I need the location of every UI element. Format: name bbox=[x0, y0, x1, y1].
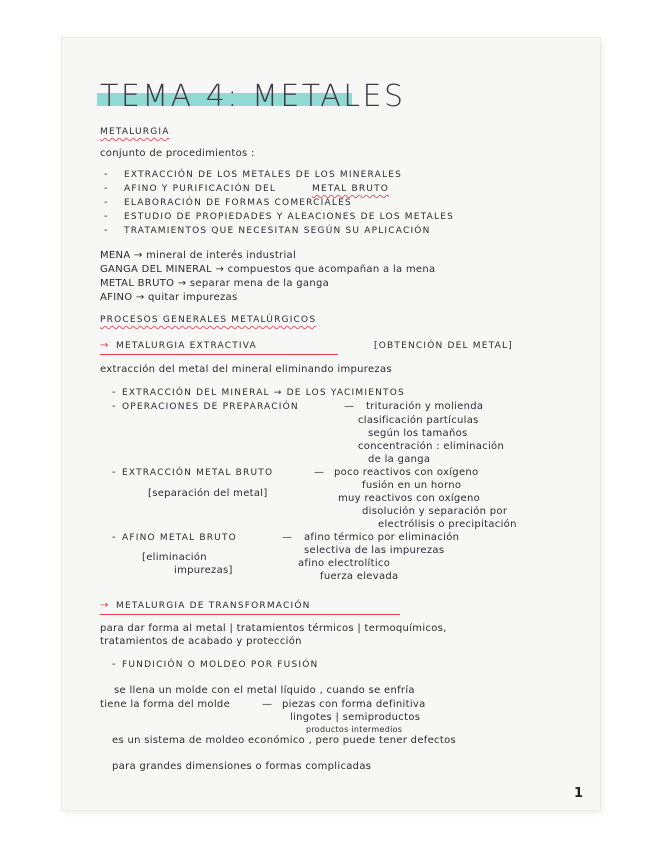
arrow-icon: — bbox=[314, 467, 325, 478]
list-item: TRATAMIENTOS QUE NECESITAN SEGÚN SU APLICACIÓN bbox=[124, 226, 431, 236]
list-item: ESTUDIO DE PROPIEDADES Y ALEACIONES DE LOS METALES bbox=[124, 212, 455, 222]
list-item: EXTRACCIÓN DE LOS METALES DE LOS MINERALES bbox=[124, 170, 403, 180]
metal-bruto-term: METAL BRUTO bbox=[312, 184, 390, 194]
extractiva-desc: extracción del metal del mineral eliminando impurezas bbox=[100, 364, 392, 375]
page-title: TEMA 4: METALES bbox=[100, 79, 406, 114]
definition-line: AFINO → quitar impurezas bbox=[100, 292, 238, 303]
sub-item: de la ganga bbox=[368, 454, 431, 465]
sub-item: fusión en un horno bbox=[362, 480, 462, 491]
definition-line: GANGA DEL MINERAL → compuestos que acompañan a la mena bbox=[100, 264, 436, 275]
bullet-dash: - bbox=[104, 225, 108, 236]
arrow-icon: — bbox=[282, 532, 293, 543]
sub-item: piezas con forma definitiva bbox=[282, 699, 426, 710]
arrow-icon: → bbox=[100, 600, 109, 611]
heading-procesos: PROCESOS GENERALES METALÚRGICOS bbox=[100, 315, 317, 325]
sub-item: disolución y separación por bbox=[362, 506, 508, 517]
text-line: se llena un molde con el metal líquido , cuando se enfría bbox=[114, 685, 415, 696]
sub-item: afino electrolítico bbox=[298, 558, 391, 569]
bullet-dash: - bbox=[112, 387, 116, 398]
definition-line: MENA → mineral de interés industrial bbox=[100, 250, 297, 261]
text-line: para grandes dimensiones o formas complicadas bbox=[112, 761, 372, 772]
arrow-icon: — bbox=[262, 699, 273, 710]
notebook-page bbox=[62, 38, 600, 810]
sub-item: fuerza elevada bbox=[320, 571, 399, 582]
sub-item: selectiva de las impurezas bbox=[304, 545, 445, 556]
sub-item: electrólisis o precipitación bbox=[378, 519, 517, 530]
sub-item: muy reactivos con oxígeno bbox=[338, 493, 481, 504]
sub-item: productos intermedios bbox=[306, 725, 403, 734]
bullet-dash: - bbox=[104, 183, 108, 194]
sub-item: trituración y molienda bbox=[366, 401, 484, 412]
heading-transformacion: METALURGIA DE TRANSFORMACIÓN bbox=[116, 601, 311, 611]
sub-item: concentración : eliminación bbox=[358, 441, 505, 452]
sub-item: clasificación partículas bbox=[358, 415, 479, 426]
transformacion-desc: para dar forma al metal | tratamientos térmicos | termoquímicos, bbox=[100, 623, 447, 634]
definition-line: METAL BRUTO → separar mena de la ganga bbox=[100, 278, 330, 289]
bullet-dash: - bbox=[104, 169, 108, 180]
red-underline bbox=[100, 354, 338, 355]
arrow-icon: — bbox=[344, 401, 355, 412]
heading-metalurgia: METALURGIA bbox=[100, 127, 170, 137]
extractiva-step: OPERACIONES DE PREPARACIÓN bbox=[122, 402, 299, 412]
text-line: es un sistema de moldeo económico , pero puede tener defectos bbox=[112, 735, 457, 746]
bracket-note: impurezas] bbox=[174, 565, 233, 576]
transformacion-step: FUNDICIÓN O MOLDEO POR FUSIÓN bbox=[122, 660, 319, 670]
heading-extractiva: METALURGIA EXTRACTIVA bbox=[116, 341, 257, 351]
text-line: tiene la forma del molde bbox=[100, 699, 231, 710]
sub-item: poco reactivos con oxígeno bbox=[334, 467, 479, 478]
bullet-dash: - bbox=[104, 211, 108, 222]
bullet-dash: - bbox=[104, 197, 108, 208]
sub-item: lingotes | semiproductos bbox=[290, 712, 421, 723]
bullet-dash: - bbox=[112, 467, 116, 478]
arrow-icon: → bbox=[100, 340, 109, 351]
sub-item: según los tamaños bbox=[368, 428, 468, 439]
bracket-obtencion: [OBTENCIÓN DEL METAL] bbox=[374, 341, 513, 351]
transformacion-desc: tratamientos de acabado y protección bbox=[100, 636, 302, 647]
extractiva-step: EXTRACCIÓN DEL MINERAL → DE LOS YACIMIENTOS bbox=[122, 388, 405, 398]
sub-item: afino térmico por eliminación bbox=[304, 532, 460, 543]
list-item: ELABORACIÓN DE FORMAS COMERCIALES bbox=[124, 198, 352, 208]
extractiva-step: EXTRACCIÓN METAL BRUTO bbox=[122, 468, 274, 478]
bracket-note: [eliminación bbox=[142, 552, 207, 563]
extractiva-step: AFINO METAL BRUTO bbox=[122, 533, 237, 543]
bullet-dash: - bbox=[112, 532, 116, 543]
red-underline bbox=[100, 614, 400, 615]
bullet-dash: - bbox=[112, 401, 116, 412]
bullet-dash: - bbox=[112, 659, 116, 670]
list-item: AFINO Y PURIFICACIÓN DEL bbox=[124, 184, 277, 194]
intro-text: conjunto de procedimientos : bbox=[100, 148, 255, 159]
page-number: 1 bbox=[574, 786, 584, 801]
bracket-note: [separación del metal] bbox=[148, 488, 268, 499]
